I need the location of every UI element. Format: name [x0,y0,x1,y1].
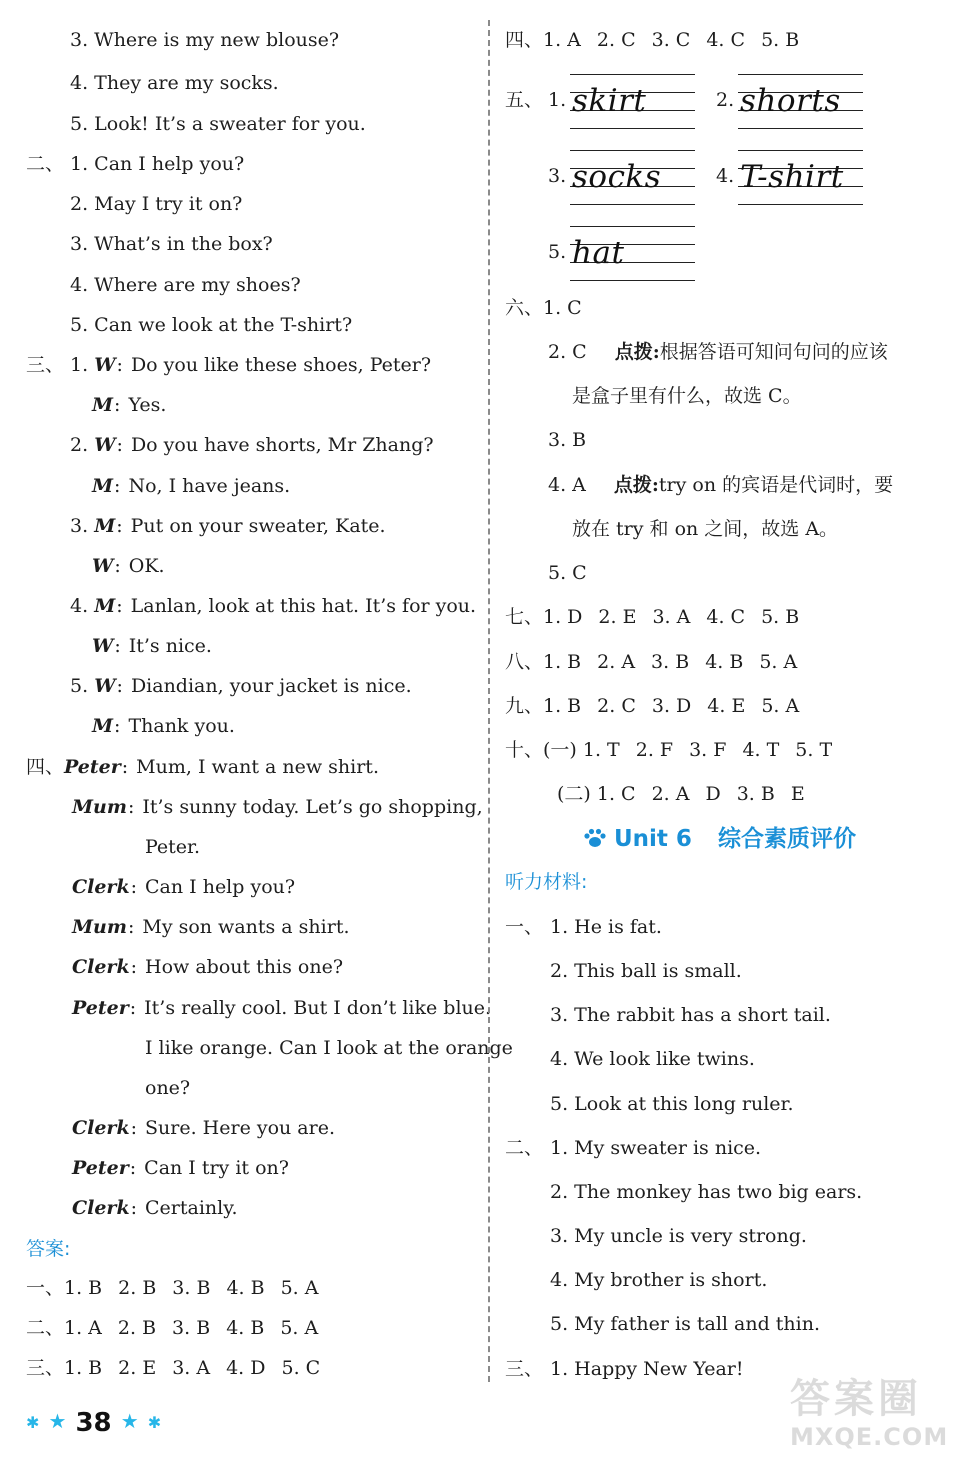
item-number: 5. [70,675,89,697]
utterance: Can I try it on? [144,1157,289,1179]
answer-row: 一、1. B 2. B 3. B 4. B 5. A [26,1277,319,1299]
star-icon: ★ [48,1409,67,1433]
handwritten-word: shorts [740,83,841,119]
list-item: 4. They are my socks. [70,72,279,94]
item-number: 4. [70,595,89,617]
speaker: W [92,635,114,657]
answer-row: 十、(一) 1. T 2. F 3. F 4. T 5. T [505,739,833,761]
utterance: Diandian, your jacket is nice. [130,675,412,697]
dialog-line: 4. M: Lanlan, look at this hat. It’s for you. [70,595,477,617]
listening-heading: 听力材料: [505,871,588,893]
answer-heading: 答案: [26,1238,71,1260]
watermark-logo: 答案圈 MXQE.COM [790,1376,949,1451]
answer-row: 二、1. A 2. B 3. B 4. B 5. A [26,1317,319,1339]
utterance: Do you like these shoes, Peter? [130,354,432,376]
speaker: M [92,715,114,737]
item-number: 2. [70,434,89,456]
dialog-line: 2. W: Do you have shorts, Mr Zhang? [70,434,434,456]
dialog-line: one? [145,1077,191,1099]
section-mark: 三、 [505,1358,544,1380]
speaker: M [92,394,114,416]
utterance: Can I help you? [145,876,296,898]
section-mark: 三、 [26,354,65,376]
list-item: 4. We look like twins. [550,1048,755,1070]
speaker: W [94,354,116,376]
list-item: 4. My brother is short. [550,1269,768,1291]
answer-note: 放在 try 和 on 之间，故选 A。 [572,518,839,540]
utterance: How about this one? [145,956,344,978]
list-item: 1. He is fat. [550,916,662,938]
handwriting-line [738,74,863,130]
dialog-line: Mum: My son wants a shirt. [72,916,350,938]
speaker: Clerk [72,1117,130,1139]
handwriting-line [570,150,695,206]
speaker: W [94,434,116,456]
utterance: Do you have shorts, Mr Zhang? [130,434,434,456]
dialog-line: Clerk: Certainly. [72,1197,238,1219]
dialog-line: 3. M: Put on your sweater, Kate. [70,515,386,537]
answer-row: 4. A 点拨:try on 的宾语是代词时，要 [548,474,894,496]
speaker: M [94,595,116,617]
dialog-line: 5. W: Diandian, your jacket is nice. [70,675,412,697]
utterance: OK. [128,555,165,577]
answer-row: 八、1. B 2. A 3. B 4. B 5. A [505,651,798,673]
list-item: 1. Can I help you? [70,153,245,175]
utterance: Thank you. [128,715,235,737]
answer-row: 三、1. B 2. E 3. A 4. D 5. C [26,1357,321,1379]
answer-row: 九、1. B 2. C 3. D 4. E 5. A [505,695,800,717]
tip-label: 点拨: [613,474,659,496]
list-item: 5. Look at this long ruler. [550,1093,794,1115]
dialog-line: Mum: It’s sunny today. Let’s go shopping, [72,796,483,818]
paw-icon [582,827,608,849]
answer-row: 四、1. A 2. C 3. C 4. C 5. B [505,29,800,51]
handwriting-line [570,226,695,282]
utterance: Sure. Here you are. [145,1117,335,1139]
item-number: 3. [548,165,567,187]
section-mark: 二、 [505,1137,544,1159]
list-item: 3. My uncle is very strong. [550,1225,807,1247]
section-mark: 四、Peter: Mum, I want a new shirt. [26,756,379,778]
speaker: M [94,515,116,537]
section-mark: 二、 [26,153,65,175]
utterance: My son wants a shirt. [142,916,350,938]
utterance: Certainly. [145,1197,238,1219]
unit-subtitle: 综合素质评价 [717,826,856,852]
utterance: No, I have jeans. [128,475,291,497]
answer-row: 5. C [548,562,587,584]
dialog-line: Peter. [145,836,201,858]
dialog-line: Peter: Can I try it on? [72,1157,289,1179]
unit-number: Unit 6 [614,826,692,852]
dialog-line: W: OK. [92,555,165,577]
speaker: Peter [64,756,121,778]
item-number: 3. [70,515,89,537]
speaker: Peter [72,997,129,1019]
list-item: 2. May I try it on? [70,193,243,215]
handwriting-line [570,74,695,130]
utterance: It’s sunny today. Let’s go shopping, [142,796,483,818]
speaker: Mum [72,796,127,818]
item-number: 5. [548,241,567,263]
star-icon: ✱ [147,1413,162,1432]
dialog-line: Clerk: How about this one? [72,956,344,978]
answer-row: 七、1. D 2. E 3. A 4. C 5. B [505,606,800,628]
speaker: Mum [72,916,127,938]
handwritten-word: hat [572,235,625,271]
star-icon: ✱ [26,1413,40,1432]
list-item: 5. Look! It’s a sweater for you. [70,113,366,135]
answer-row: 六、1. C [505,297,582,319]
speaker: Clerk [72,1197,130,1219]
item-number: 4. [716,165,735,187]
list-item: 2. The monkey has two big ears. [550,1181,863,1203]
dialog-line: M: Yes. [92,394,167,416]
list-item: 3. What’s in the box? [70,233,273,255]
list-item: 4. Where are my shoes? [70,274,301,296]
handwriting-line [738,150,863,206]
item-number: 1. [548,89,567,111]
speaker: M [92,475,114,497]
list-item: 1. My sweater is nice. [550,1137,762,1159]
item-number: 1. [70,354,89,376]
list-item: 3. Where is my new blouse? [70,29,340,51]
speaker: W [94,675,116,697]
dialog-line: Clerk: Can I help you? [72,876,296,898]
list-item: 5. Can we look at the T-shirt? [70,314,353,336]
star-icon: ★ [120,1409,139,1433]
utterance: Yes. [128,394,167,416]
speaker: Peter [72,1157,129,1179]
page-number: ✱ ★ 38 ★ ✱ [26,1408,162,1438]
section-mark: 一、 [505,916,544,938]
answer-note: 是盒子里有什么，故选 C。 [572,385,802,407]
answer-row: (二) 1. C 2. A D 3. B E [557,783,805,805]
unit-title [582,824,856,854]
list-item: 1. Happy New Year! [550,1358,744,1380]
utterance: It’s really cool. But I don’t like blue. [144,997,492,1019]
speaker: Clerk [72,956,130,978]
answer-row: 3. B [548,429,587,451]
list-item: 5. My father is tall and thin. [550,1313,821,1335]
answer-row: 2. C 点拨:根据答语可知问句问的应该 [548,341,888,363]
dialog-line: Peter: It’s really cool. But I don’t like blue. [72,997,492,1019]
list-item: 3. The rabbit has a short tail. [550,1004,831,1026]
dialog-line: M: No, I have jeans. [92,475,291,497]
dialog-line: Clerk: Sure. Here you are. [72,1117,335,1139]
utterance: Put on your sweater, Kate. [130,515,386,537]
utterance: Mum, I want a new shirt. [136,756,379,778]
handwritten-word: skirt [572,83,647,119]
dialog-line: I like orange. Can I look at the orange [145,1037,513,1059]
list-item: 2. This ball is small. [550,960,742,982]
tip-label: 点拨: [614,341,660,363]
speaker: Clerk [72,876,130,898]
utterance: It’s nice. [128,635,212,657]
speaker: W [92,555,114,577]
handwritten-word: T-shirt [740,159,844,195]
dialog-line: 1. W: Do you like these shoes, Peter? [70,354,432,376]
handwritten-word: socks [572,159,662,195]
dialog-line: M: Thank you. [92,715,235,737]
column-divider [488,20,490,1382]
item-number: 2. [716,89,735,111]
dialog-line: W: It’s nice. [92,635,212,657]
utterance: Lanlan, look at this hat. It’s for you. [130,595,477,617]
section-mark: 五、 [505,89,544,111]
